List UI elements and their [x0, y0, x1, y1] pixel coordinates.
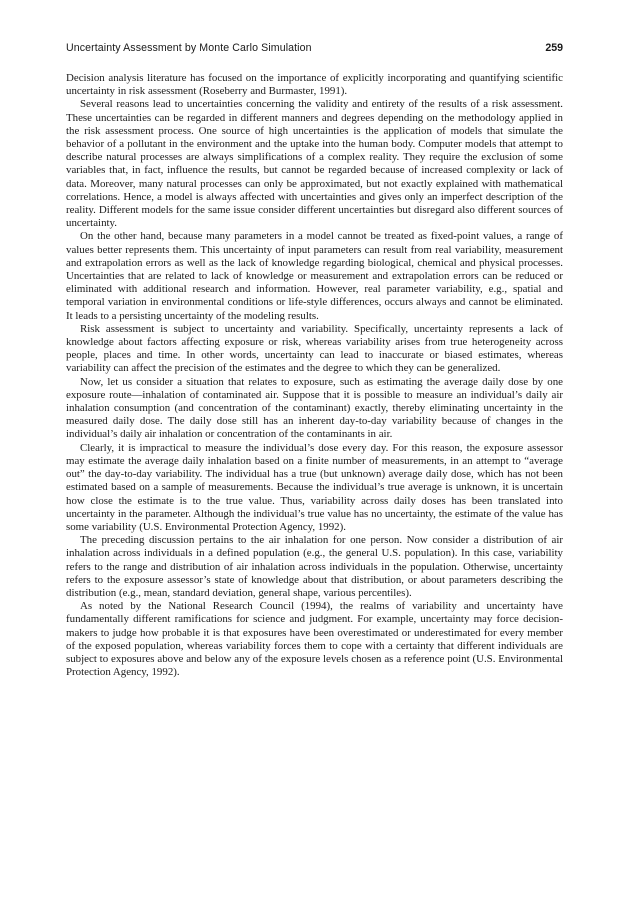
running-title: Uncertainty Assessment by Monte Carlo Simulation [66, 42, 312, 54]
paragraph-uncertainty-vs-variability: Risk assessment is subject to uncertainty and variability. Specifically, uncertainty represents a lack of knowledge about factors affecting exposure or risk, whereas variability arises from true heterogeneity across people, places and time. In other words, uncertainty can lead to inaccurate or biased estimates, whereas variability can affect the precision of the estimates and the degree to which they can be generalized. [66, 322, 563, 375]
body-text [66, 72, 563, 679]
running-header [66, 42, 563, 58]
paragraph-nrc-ramifications: As noted by the National Research Council (1994), the realms of variability and uncertainty have fundamentally different ramifications for science and judgment. For example, uncertainty may force decision-makers to judge how probable it is that exposures have been overestimated or underestimated for every member of the exposed population, whereas variability forces them to cope with a certainty that different individuals are subject to exposures above and below any of the exposure levels chosen as a reference point (U.S. Environmental Protection Agency, 1992). [66, 600, 563, 679]
paragraph-sources-of-uncertainty: Several reasons lead to uncertainties concerning the validity and entirety of the results of a risk assessment. These uncertainties can be regarded in different manners and degrees depending on the methodology applied in the risk assessment process. One source of high uncertainties is the application of models that simulate the behavior of a pollutant in the environment and the uptake into the human body. Computer models that attempt to describe natural processes are always simplifications of a complex reality. They require the exclusion of some variables that, in fact, influence the results, but cannot be regarded because of increased complexity or lack of data. Moreover, many natural processes can only be approximated, but not exactly explained with mathematical correlations. Hence, a model is always affected with uncertainties and gives only an imperfect description of the reality. Different models for the same issue consider different uncertainties but disregard also different sources of uncertainty. [66, 98, 563, 230]
paragraph-inhalation-example: Now, let us consider a situation that relates to exposure, such as estimating the average daily dose by one exposure route—inhalation of contaminated air. Suppose that it is possible to measure an individual’s daily air inhalation consumption (and concentration of the contaminant) exactly, thereby eliminating uncertainty in the measured daily dose. The daily dose still has an inherent day-to-day variability because of changes in the individual’s daily air inhalation or concentration of the contaminants in air. [66, 375, 563, 441]
paragraph-average-daily-dose: Clearly, it is impractical to measure the individual’s dose every day. For this reason, the exposure assessor may estimate the average daily inhalation based on a finite number of measurements, in an attempt to “average out” the day-to-day variability. The individual has a true (but unknown) average daily dose, which has not been estimated based on a sample of measurements. Because the individual’s true average is unknown, it is uncertain how close the estimate is to the true value. Thus, variability across daily doses has been translated into uncertainty in the parameter. Although the individual’s true value has no uncertainty, the estimate of the value has some variability (U.S. Environmental Protection Agency, 1992). [66, 441, 563, 533]
paragraph-population-distribution: The preceding discussion pertains to the air inhalation for one person. Now consider a distribution of air inhalation across individuals in a defined population (e.g., the general U.S. population). In this case, variability refers to the range and distribution of air inhalation across individuals in the population. Otherwise, uncertainty refers to the exposure assessor’s state of knowledge about that distribution, or about parameters describing the distribution (e.g., mean, standard deviation, general shape, various percentiles). [66, 534, 563, 599]
paragraph-parameter-uncertainty: On the other hand, because many parameters in a model cannot be treated as fixed-point values, a range of values better represents them. This uncertainty of input parameters can result from real variability, measurement and extrapolation errors as well as the lack of knowledge regarding biological, chemical and physical processes. Uncertainties that are related to lack of knowledge or measurement and extrapolation errors can be reduced or eliminated with additional research and information. However, real parameter variability, e.g., spatial and temporal variation in environmental conditions or life-style differences, occurs always and cannot be eliminated. It leads to a persisting uncertainty of the modeling results. [66, 230, 563, 322]
paragraph-continued: Decision analysis literature has focused on the importance of explicitly incorporating and quantifying scientific uncertainty in risk assessment (Roseberry and Burmaster, 1991). [66, 72, 563, 98]
page-number: 259 [545, 42, 563, 54]
